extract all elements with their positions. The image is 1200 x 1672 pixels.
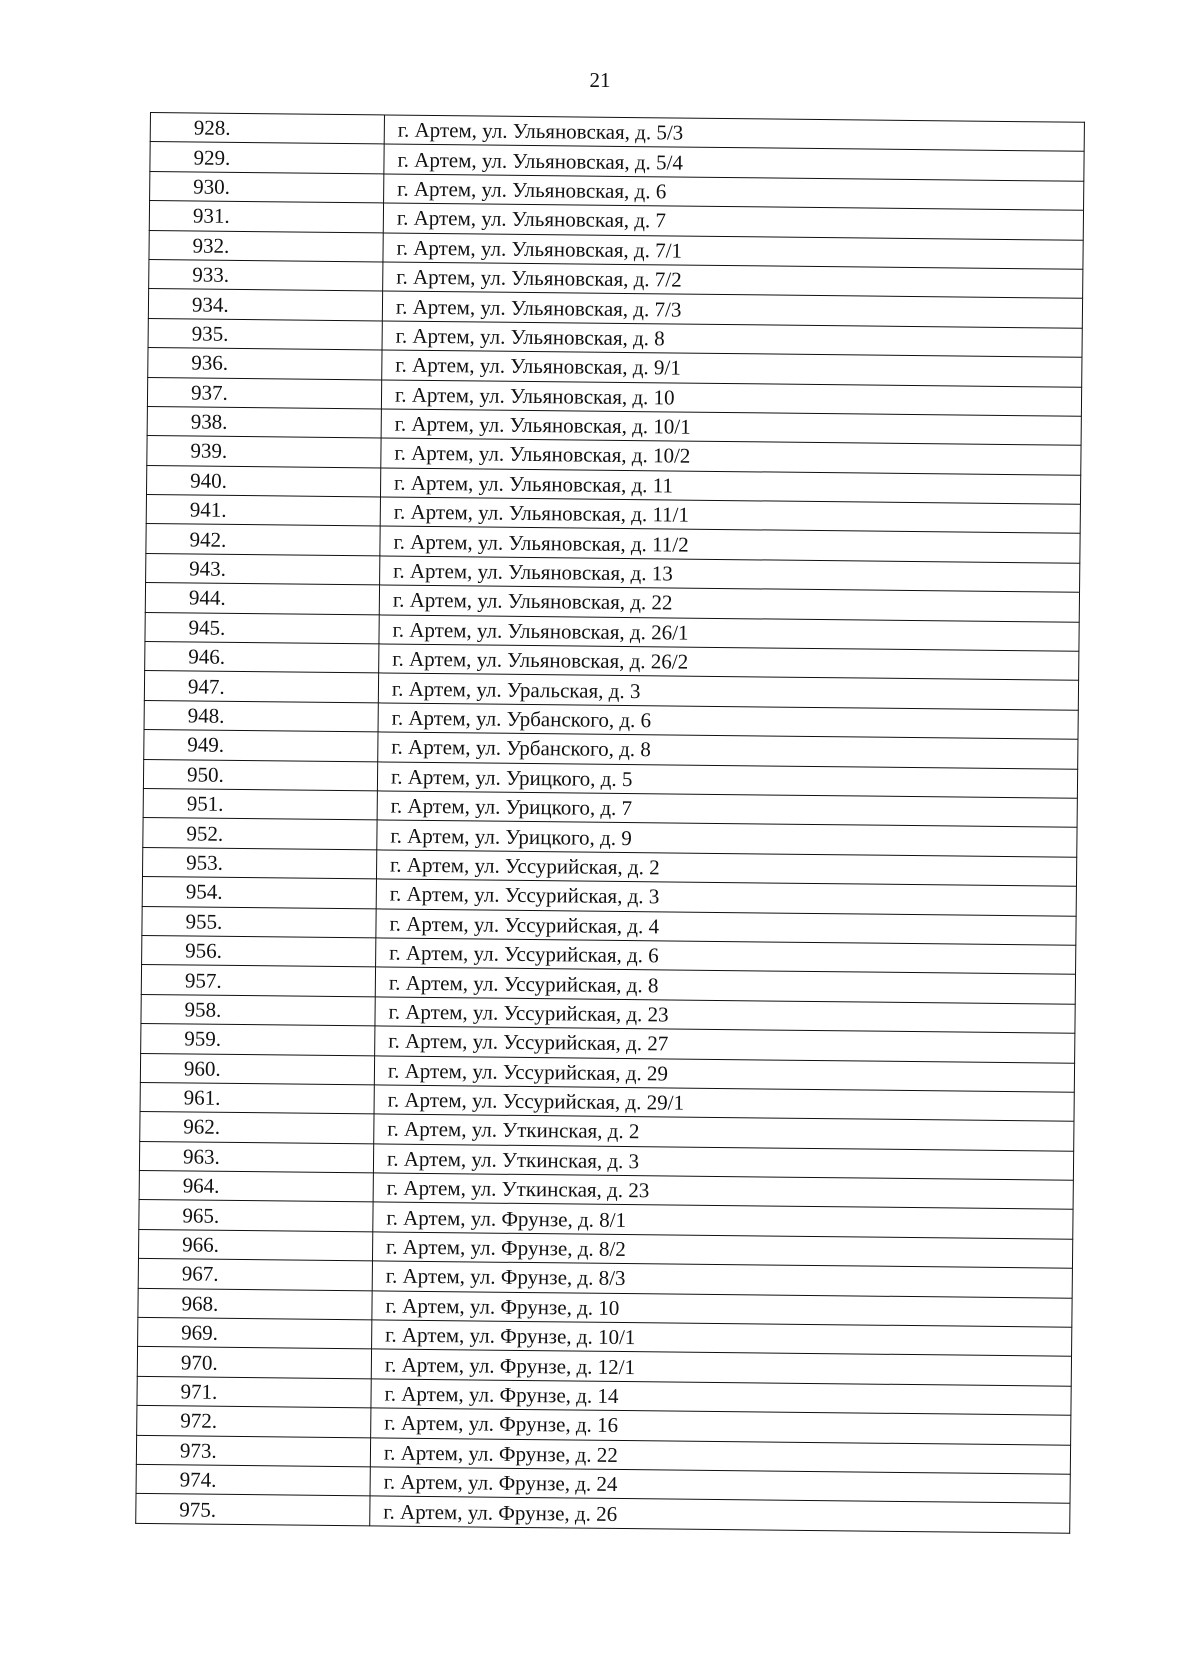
row-number: 953. — [142, 847, 376, 879]
row-number: 970. — [137, 1347, 371, 1379]
row-number: 961. — [140, 1082, 374, 1114]
row-address: г. Артем, ул. Ульяновская, д. 7/1 — [383, 233, 1083, 270]
page-number: 21 — [589, 68, 611, 92]
row-number: 941. — [146, 495, 380, 527]
row-address: г. Артем, ул. Ульяновская, д. 5/4 — [384, 144, 1084, 181]
row-number: 954. — [142, 877, 376, 909]
row-number: 963. — [139, 1141, 373, 1173]
row-address: г. Артем, ул. Ульяновская, д. 8 — [382, 321, 1082, 358]
row-address: г. Артем, ул. Фрунзе, д. 8/2 — [372, 1232, 1072, 1269]
row-number: 933. — [149, 259, 383, 291]
row-address: г. Артем, ул. Фрунзе, д. 8/1 — [373, 1202, 1073, 1239]
row-number: 938. — [147, 406, 381, 438]
row-number: 945. — [145, 612, 379, 644]
row-address: г. Артем, ул. Уссурийская, д. 6 — [376, 938, 1076, 975]
row-number: 932. — [149, 230, 383, 262]
row-number: 951. — [143, 788, 377, 820]
address-table-body — [136, 113, 1085, 1533]
row-address: г. Артем, ул. Фрунзе, д. 26 — [370, 1496, 1070, 1533]
row-address: г. Артем, ул. Ульяновская, д. 7 — [383, 203, 1083, 240]
row-number: 949. — [144, 730, 378, 762]
row-address: г. Артем, ул. Фрунзе, д. 24 — [370, 1467, 1070, 1504]
row-address: г. Артем, ул. Уссурийская, д. 8 — [375, 967, 1075, 1004]
row-number: 942. — [146, 524, 380, 556]
row-address: г. Артем, ул. Уссурийская, д. 4 — [376, 908, 1076, 945]
row-number: 959. — [141, 1024, 375, 1056]
row-address: г. Артем, ул. Фрунзе, д. 8/3 — [372, 1261, 1072, 1298]
row-number: 971. — [137, 1376, 371, 1408]
row-address: г. Артем, ул. Ульяновская, д. 11/1 — [380, 497, 1080, 534]
row-address: г. Артем, ул. Ульяновская, д. 7/2 — [383, 262, 1083, 299]
row-address: г. Артем, ул. Урицкого, д. 7 — [377, 791, 1077, 828]
row-number: 944. — [145, 583, 379, 615]
row-number: 966. — [138, 1229, 372, 1261]
row-address: г. Артем, ул. Уткинская, д. 2 — [374, 1114, 1074, 1151]
row-number: 940. — [146, 465, 380, 497]
row-address: г. Артем, ул. Урбанского, д. 6 — [378, 703, 1078, 740]
row-number: 975. — [136, 1494, 370, 1526]
row-number: 937. — [147, 377, 381, 409]
row-number: 956. — [142, 935, 376, 967]
row-address: г. Артем, ул. Фрунзе, д. 12/1 — [371, 1349, 1071, 1386]
row-number: 960. — [140, 1053, 374, 1085]
row-address: г. Артем, ул. Ульяновская, д. 26/1 — [379, 615, 1079, 652]
address-table — [135, 112, 1085, 1533]
row-number: 965. — [139, 1200, 373, 1232]
row-address: г. Артем, ул. Ульяновская, д. 9/1 — [382, 350, 1082, 387]
row-address: г. Артем, ул. Уссурийская, д. 29/1 — [374, 1085, 1074, 1122]
row-address: г. Артем, ул. Уссурийская, д. 3 — [376, 879, 1076, 916]
row-address: г. Артем, ул. Ульяновская, д. 22 — [379, 585, 1079, 622]
row-address: г. Артем, ул. Уссурийская, д. 29 — [374, 1055, 1074, 1092]
row-address: г. Артем, ул. Ульяновская, д. 7/3 — [382, 291, 1082, 328]
row-number: 934. — [148, 289, 382, 321]
row-number: 973. — [136, 1435, 370, 1467]
row-number: 964. — [139, 1171, 373, 1203]
row-address: г. Артем, ул. Урбанского, д. 8 — [378, 732, 1078, 769]
row-address: г. Артем, ул. Фрунзе, д. 14 — [371, 1379, 1071, 1416]
row-number: 930. — [150, 171, 384, 203]
row-number: 958. — [141, 994, 375, 1026]
row-number: 928. — [150, 113, 384, 145]
row-number: 943. — [146, 553, 380, 585]
row-number: 948. — [144, 700, 378, 732]
row-address: г. Артем, ул. Уссурийская, д. 2 — [376, 850, 1076, 887]
row-address: г. Артем, ул. Уссурийская, д. 27 — [375, 1026, 1075, 1063]
row-number: 974. — [136, 1464, 370, 1496]
row-number: 939. — [147, 436, 381, 468]
row-address: г. Артем, ул. Фрунзе, д. 22 — [370, 1437, 1070, 1474]
row-address: г. Артем, ул. Урицкого, д. 9 — [377, 820, 1077, 857]
row-number: 968. — [138, 1288, 372, 1320]
row-number: 929. — [150, 142, 384, 174]
row-number: 952. — [143, 818, 377, 850]
row-number: 936. — [148, 348, 382, 380]
row-address: г. Артем, ул. Уральская, д. 3 — [378, 673, 1078, 710]
row-number: 957. — [141, 965, 375, 997]
row-number: 946. — [145, 642, 379, 674]
row-number: 969. — [138, 1317, 372, 1349]
row-address: г. Артем, ул. Ульяновская, д. 11 — [380, 468, 1080, 505]
row-number: 935. — [148, 318, 382, 350]
row-address: г. Артем, ул. Ульяновская, д. 10 — [381, 379, 1081, 416]
row-address: г. Артем, ул. Уткинская, д. 23 — [373, 1173, 1073, 1210]
row-number: 972. — [137, 1406, 371, 1438]
row-address: г. Артем, ул. Фрунзе, д. 16 — [371, 1408, 1071, 1445]
row-number: 950. — [143, 759, 377, 791]
row-number: 962. — [140, 1112, 374, 1144]
row-address: г. Артем, ул. Ульяновская, д. 26/2 — [379, 644, 1079, 681]
row-number: 967. — [138, 1259, 372, 1291]
row-address: г. Артем, ул. Ульяновская, д. 5/3 — [384, 115, 1084, 152]
row-address: г. Артем, ул. Уткинская, д. 3 — [373, 1144, 1073, 1181]
row-address: г. Артем, ул. Ульяновская, д. 10/2 — [381, 438, 1081, 475]
row-address: г. Артем, ул. Ульяновская, д. 6 — [384, 174, 1084, 211]
row-address: г. Артем, ул. Фрунзе, д. 10/1 — [372, 1320, 1072, 1357]
row-number: 931. — [149, 201, 383, 233]
row-address: г. Артем, ул. Ульяновская, д. 11/2 — [380, 526, 1080, 563]
row-number: 955. — [142, 906, 376, 938]
row-address: г. Артем, ул. Уссурийская, д. 23 — [375, 997, 1075, 1034]
row-address: г. Артем, ул. Ульяновская, д. 13 — [380, 556, 1080, 593]
row-address: г. Артем, ул. Ульяновская, д. 10/1 — [381, 409, 1081, 446]
row-number: 947. — [144, 671, 378, 703]
row-address: г. Артем, ул. Фрунзе, д. 10 — [372, 1291, 1072, 1328]
row-address: г. Артем, ул. Урицкого, д. 5 — [377, 762, 1077, 799]
